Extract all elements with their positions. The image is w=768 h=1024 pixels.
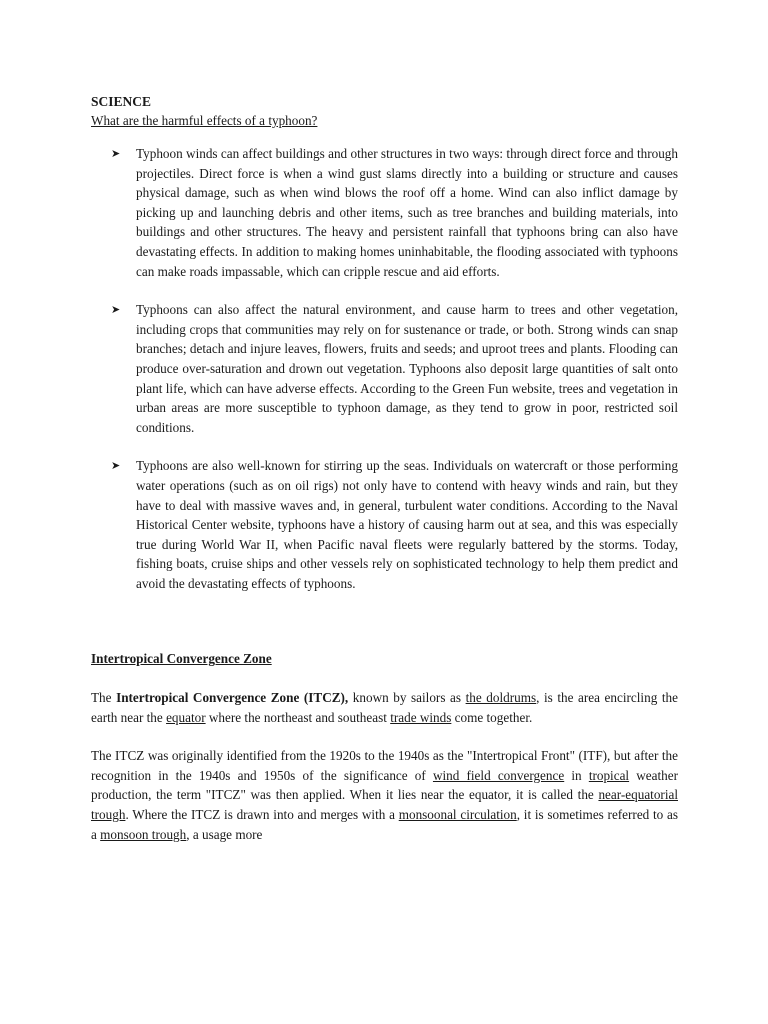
list-item — [91, 300, 678, 437]
text-run: The ITCZ was originally identified from the 1920s to the 1940s as the "Intertropical Front" (ITF), but after the recognition in the 1940s and 1950s of the significance of — [91, 748, 678, 783]
document-page — [91, 92, 678, 863]
text-run: , is the area encircling the earth near the — [91, 690, 678, 725]
bold-term: Intertropical Convergence Zone (ITCZ), — [116, 690, 349, 706]
section-gap — [91, 612, 678, 649]
question-heading: What are the harmful effects of a typhoon? — [91, 113, 318, 128]
link-monsoon-trough[interactable]: monsoon trough — [100, 826, 187, 842]
link-near-equatorial-trough[interactable]: near-equatorial trough — [91, 787, 678, 823]
link-monsoonal-circulation[interactable]: monsoonal circulation — [398, 807, 517, 823]
arrowhead-bullet-icon: ➤ — [111, 147, 121, 160]
link-the-doldrums[interactable]: the doldrums — [465, 690, 537, 706]
text-run: , a usage more — [186, 826, 263, 842]
list-item-text: Typhoons can also affect the natural environment, and cause harm to trees and other vegetation, including crops that communities may rely on for sustenance or trade, or both. Strong winds can snap branches; detach and injure leaves, flowers, fruits and seeds; and uproot trees and plants. Flooding can produce over-saturation and drown out vegetation. Typhoons also deposit large quantities of salt onto plant life, which can have adverse effects. According to the Green Fun website, trees and vegetation in urban areas are more susceptible to typhoon damage, as they tend to grow in poor, restricted soil conditions. — [136, 302, 678, 435]
arrowhead-bullet-icon: ➤ — [111, 303, 121, 317]
typhoon-effects-list — [91, 144, 678, 593]
list-item-text: Typhoons are also well-known for stirring up the seas. Individuals on watercraft or those performing water operations (such as on oil rigs) not only have to contend with heavy winds and rain, but they have to deal with massive waves and, in general, turbulent water conditions. According to the Naval Historical Center website, typhoons have a history of causing harm out at sea, and this was especially true during World War II, when Pacific naval fleets were regularly battered by the storms. Today, fishing boats, cruise ships and other vessels rely on sophisticated technology to help them predict and avoid the devastating effects of typhoons. — [136, 458, 678, 591]
link-tropical[interactable]: tropical — [588, 767, 630, 783]
list-item-text: Typhoon winds can affect buildings and other structures in two ways: through direct force and through projectiles. Direct force is when a wind gust slams directly into a building or structure and causes physical damage, such as when wind blows the roof off a home. Wind can also inflict damage by picking up and launching debris and other items, such as tree branches and building materials, into buildings and other structures. The heavy and persistent rainfall that typhoons bring can also have devastating effects. In addition to making homes uninhabitable, the flooding associated with typhoons can make roads impassable, which can cripple rescue and aid efforts. — [136, 146, 678, 279]
text-run: known by sailors as — [348, 690, 466, 706]
text-run: , it is sometimes referred to as a — [91, 807, 679, 842]
text-run: in — [564, 767, 589, 783]
text-run: weather production, the term "ITCZ" was then applied. When it lies near the equator, it is called the — [91, 767, 678, 803]
text-run: . Where the ITCZ is drawn into and merges with a — [125, 807, 399, 823]
text-run: come together. — [451, 709, 533, 725]
link-trade-winds[interactable]: trade winds — [390, 709, 452, 725]
itcz-heading: Intertropical Convergence Zone — [91, 651, 272, 667]
text-run: The — [91, 690, 117, 706]
subject-heading: SCIENCE — [91, 94, 152, 109]
arrowhead-bullet-icon: ➤ — [111, 459, 121, 473]
list-item — [91, 144, 678, 281]
text-run: where the northeast and southeast — [205, 709, 391, 725]
list-item — [91, 456, 678, 593]
itcz-paragraph-1 — [91, 688, 678, 727]
link-equator[interactable]: equator — [166, 709, 206, 725]
itcz-paragraph-2 — [91, 746, 678, 844]
link-wind-field-convergence[interactable]: wind field convergence — [432, 767, 565, 783]
